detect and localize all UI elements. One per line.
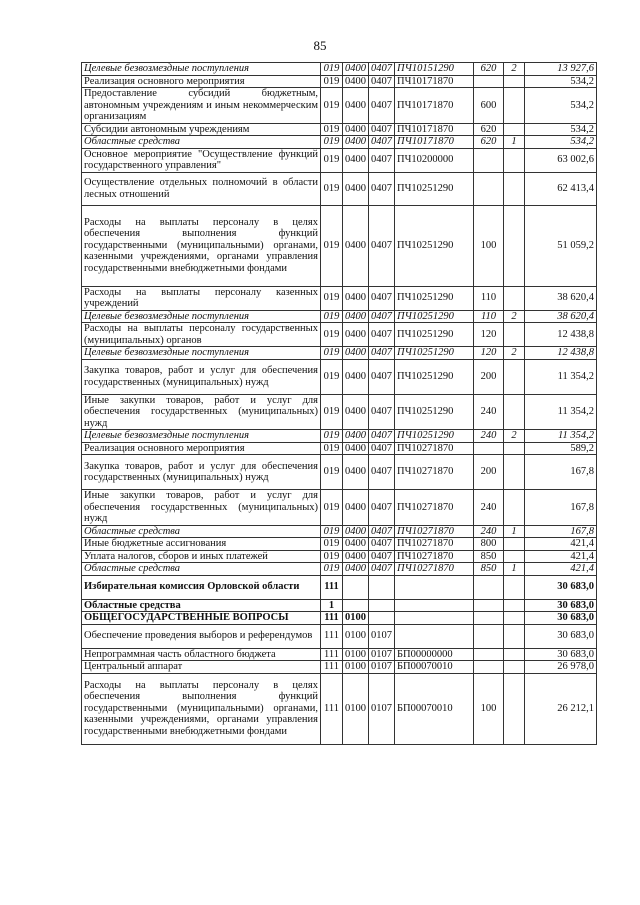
row-funding-source: 2 xyxy=(504,347,525,360)
row-amount: 30 683,0 xyxy=(525,648,597,661)
row-target-article: ПЧ10171870 xyxy=(395,88,474,124)
row-funding-source xyxy=(504,442,525,455)
row-subsection: 0407 xyxy=(369,442,395,455)
table-row xyxy=(82,136,597,149)
row-section: 0400 xyxy=(343,525,369,538)
row-expense-type xyxy=(474,442,504,455)
row-expense-type: 850 xyxy=(474,563,504,576)
row-expense-type: 620 xyxy=(474,136,504,149)
row-funding-source xyxy=(504,455,525,490)
row-amount: 12 438,8 xyxy=(525,323,597,347)
row-amount: 26 212,1 xyxy=(525,673,597,744)
row-target-article: ПЧ10171870 xyxy=(395,123,474,136)
row-expense-type: 800 xyxy=(474,538,504,551)
row-subsection: 0107 xyxy=(369,673,395,744)
row-section: 0100 xyxy=(343,624,369,648)
row-name: Расходы на выплаты персоналу в целях обеспечения выполнения функций государственными (муниципальными) органами, казенными учреждениями, органами управления государственными внебюджетными фондами xyxy=(82,205,321,286)
row-name: Центральный аппарат xyxy=(82,661,321,674)
row-target-article: ПЧ10251290 xyxy=(395,323,474,347)
row-subsection: 0407 xyxy=(369,148,395,172)
row-expense-type: 200 xyxy=(474,359,504,394)
row-target-article: ПЧ10271870 xyxy=(395,550,474,563)
row-amount: 63 002,6 xyxy=(525,148,597,172)
row-code: 019 xyxy=(321,525,343,538)
table-row xyxy=(82,347,597,360)
row-code: 019 xyxy=(321,75,343,88)
table-row xyxy=(82,205,597,286)
row-target-article: ПЧ10171870 xyxy=(395,75,474,88)
row-target-article: ПЧ10271870 xyxy=(395,525,474,538)
row-target-article xyxy=(395,624,474,648)
row-funding-source xyxy=(504,599,525,612)
row-section: 0400 xyxy=(343,286,369,310)
row-code: 019 xyxy=(321,563,343,576)
row-target-article: ПЧ10251290 xyxy=(395,286,474,310)
row-code: 019 xyxy=(321,550,343,563)
row-expense-type: 240 xyxy=(474,490,504,526)
row-expense-type xyxy=(474,599,504,612)
table-row xyxy=(82,394,597,430)
table-row xyxy=(82,323,597,347)
row-amount: 62 413,4 xyxy=(525,172,597,205)
row-name: Расходы на выплаты персоналу казенных учреждений xyxy=(82,286,321,310)
row-funding-source xyxy=(504,490,525,526)
row-name: Целевые безвозмездные поступления xyxy=(82,63,321,76)
row-subsection: 0407 xyxy=(369,63,395,76)
row-code: 019 xyxy=(321,123,343,136)
row-target-article: ПЧ10251290 xyxy=(395,172,474,205)
table-row xyxy=(82,612,597,625)
row-section: 0100 xyxy=(343,648,369,661)
row-name: Областные средства xyxy=(82,136,321,149)
row-code: 019 xyxy=(321,286,343,310)
row-target-article: ПЧ10251290 xyxy=(395,430,474,443)
table-row xyxy=(82,525,597,538)
row-code: 019 xyxy=(321,347,343,360)
row-target-article: ПЧ10251290 xyxy=(395,394,474,430)
row-section: 0400 xyxy=(343,563,369,576)
table-row xyxy=(82,648,597,661)
row-funding-source: 1 xyxy=(504,563,525,576)
row-subsection: 0407 xyxy=(369,310,395,323)
row-subsection: 0407 xyxy=(369,323,395,347)
row-code: 111 xyxy=(321,673,343,744)
row-subsection: 0407 xyxy=(369,347,395,360)
row-code: 111 xyxy=(321,624,343,648)
row-expense-type: 110 xyxy=(474,310,504,323)
table-row xyxy=(82,563,597,576)
row-subsection xyxy=(369,599,395,612)
row-amount: 12 438,8 xyxy=(525,347,597,360)
row-section: 0400 xyxy=(343,430,369,443)
row-expense-type: 100 xyxy=(474,205,504,286)
row-amount: 11 354,2 xyxy=(525,430,597,443)
row-name: Непрограммная часть областного бюджета xyxy=(82,648,321,661)
row-target-article xyxy=(395,612,474,625)
row-expense-type xyxy=(474,612,504,625)
row-section xyxy=(343,575,369,599)
row-funding-source xyxy=(504,323,525,347)
row-amount: 534,2 xyxy=(525,75,597,88)
row-funding-source xyxy=(504,575,525,599)
row-code: 019 xyxy=(321,490,343,526)
row-funding-source: 2 xyxy=(504,310,525,323)
row-code: 019 xyxy=(321,538,343,551)
table-row xyxy=(82,310,597,323)
row-code: 019 xyxy=(321,88,343,124)
row-expense-type xyxy=(474,75,504,88)
row-name: Расходы на выплаты персоналу государственных (муниципальных) органов xyxy=(82,323,321,347)
row-target-article: ПЧ10251290 xyxy=(395,310,474,323)
row-subsection: 0407 xyxy=(369,455,395,490)
budget-table xyxy=(81,62,597,745)
row-expense-type: 620 xyxy=(474,123,504,136)
row-section: 0100 xyxy=(343,612,369,625)
row-section: 0100 xyxy=(343,661,369,674)
row-funding-source: 1 xyxy=(504,136,525,149)
row-code: 019 xyxy=(321,359,343,394)
row-expense-type: 240 xyxy=(474,525,504,538)
row-name: Целевые безвозмездные поступления xyxy=(82,310,321,323)
row-target-article xyxy=(395,575,474,599)
row-code: 111 xyxy=(321,575,343,599)
row-expense-type: 240 xyxy=(474,394,504,430)
row-target-article: ПЧ10251290 xyxy=(395,347,474,360)
row-section: 0400 xyxy=(343,63,369,76)
row-name: Обеспечение проведения выборов и референдумов xyxy=(82,624,321,648)
row-expense-type xyxy=(474,624,504,648)
row-expense-type xyxy=(474,661,504,674)
row-amount: 534,2 xyxy=(525,88,597,124)
row-target-article: БП00070010 xyxy=(395,661,474,674)
row-subsection: 0107 xyxy=(369,624,395,648)
row-name: Расходы на выплаты персоналу в целях обеспечения выполнения функций государственными (муниципальными) органами, казенными учреждениями, органами управления государственными внебюджетными фондами xyxy=(82,673,321,744)
row-subsection: 0407 xyxy=(369,136,395,149)
row-amount: 38 620,4 xyxy=(525,310,597,323)
row-section: 0400 xyxy=(343,347,369,360)
row-expense-type: 110 xyxy=(474,286,504,310)
row-target-article: ПЧ10271870 xyxy=(395,442,474,455)
row-amount: 421,4 xyxy=(525,563,597,576)
row-funding-source xyxy=(504,205,525,286)
row-code: 111 xyxy=(321,612,343,625)
row-funding-source xyxy=(504,394,525,430)
row-funding-source xyxy=(504,286,525,310)
row-funding-source xyxy=(504,88,525,124)
row-name: Реализация основного мероприятия xyxy=(82,442,321,455)
row-funding-source: 2 xyxy=(504,63,525,76)
row-name: Иные закупки товаров, работ и услуг для обеспечения государственных (муниципальных) нужд xyxy=(82,490,321,526)
table-row xyxy=(82,75,597,88)
row-amount: 421,4 xyxy=(525,538,597,551)
row-expense-type: 850 xyxy=(474,550,504,563)
table-row xyxy=(82,442,597,455)
row-section: 0400 xyxy=(343,538,369,551)
row-amount: 30 683,0 xyxy=(525,612,597,625)
row-amount: 30 683,0 xyxy=(525,575,597,599)
table-row xyxy=(82,430,597,443)
row-funding-source xyxy=(504,75,525,88)
table-row xyxy=(82,123,597,136)
row-amount: 26 978,0 xyxy=(525,661,597,674)
row-amount: 534,2 xyxy=(525,136,597,149)
table-row xyxy=(82,575,597,599)
row-funding-source xyxy=(504,648,525,661)
row-section: 0400 xyxy=(343,148,369,172)
table-row xyxy=(82,661,597,674)
row-section: 0400 xyxy=(343,442,369,455)
table-row xyxy=(82,359,597,394)
row-expense-type: 200 xyxy=(474,455,504,490)
row-section: 0100 xyxy=(343,673,369,744)
row-target-article xyxy=(395,599,474,612)
row-name: Целевые безвозмездные поступления xyxy=(82,430,321,443)
row-subsection: 0407 xyxy=(369,550,395,563)
row-subsection xyxy=(369,575,395,599)
row-section: 0400 xyxy=(343,205,369,286)
table-row xyxy=(82,88,597,124)
row-name: Закупка товаров, работ и услуг для обеспечения государственных (муниципальных) нужд xyxy=(82,455,321,490)
row-amount: 589,2 xyxy=(525,442,597,455)
row-target-article: ПЧ10271870 xyxy=(395,490,474,526)
row-funding-source: 1 xyxy=(504,525,525,538)
row-subsection: 0407 xyxy=(369,75,395,88)
row-funding-source xyxy=(504,612,525,625)
row-code: 019 xyxy=(321,323,343,347)
row-subsection: 0407 xyxy=(369,172,395,205)
row-expense-type: 120 xyxy=(474,347,504,360)
row-code: 019 xyxy=(321,205,343,286)
row-name: ОБЩЕГОСУДАРСТВЕННЫЕ ВОПРОСЫ xyxy=(82,612,321,625)
row-target-article: БП00000000 xyxy=(395,648,474,661)
row-name: Областные средства xyxy=(82,599,321,612)
table-row xyxy=(82,550,597,563)
row-section: 0400 xyxy=(343,172,369,205)
row-subsection: 0407 xyxy=(369,538,395,551)
row-target-article: ПЧ10271870 xyxy=(395,538,474,551)
row-section: 0400 xyxy=(343,323,369,347)
row-funding-source xyxy=(504,673,525,744)
row-subsection: 0407 xyxy=(369,286,395,310)
row-target-article: ПЧ10251290 xyxy=(395,359,474,394)
row-target-article: ПЧ10271870 xyxy=(395,563,474,576)
row-name: Иные бюджетные ассигнования xyxy=(82,538,321,551)
row-code: 019 xyxy=(321,442,343,455)
row-section: 0400 xyxy=(343,394,369,430)
table-row xyxy=(82,148,597,172)
row-amount: 30 683,0 xyxy=(525,599,597,612)
table-row xyxy=(82,172,597,205)
row-subsection: 0407 xyxy=(369,359,395,394)
row-amount: 167,8 xyxy=(525,525,597,538)
row-expense-type: 120 xyxy=(474,323,504,347)
table-row xyxy=(82,538,597,551)
row-amount: 167,8 xyxy=(525,490,597,526)
row-name: Субсидии автономным учреждениям xyxy=(82,123,321,136)
row-subsection: 0107 xyxy=(369,648,395,661)
row-funding-source xyxy=(504,172,525,205)
row-amount: 51 059,2 xyxy=(525,205,597,286)
row-funding-source xyxy=(504,538,525,551)
row-target-article: ПЧ10200000 xyxy=(395,148,474,172)
row-amount: 534,2 xyxy=(525,123,597,136)
page-number: 85 xyxy=(313,38,327,53)
row-amount: 11 354,2 xyxy=(525,394,597,430)
table-row xyxy=(82,599,597,612)
row-expense-type: 100 xyxy=(474,673,504,744)
row-expense-type: 240 xyxy=(474,430,504,443)
row-amount: 11 354,2 xyxy=(525,359,597,394)
table-row xyxy=(82,490,597,526)
row-name: Иные закупки товаров, работ и услуг для обеспечения государственных (муниципальных) нужд xyxy=(82,394,321,430)
row-amount: 30 683,0 xyxy=(525,624,597,648)
row-expense-type: 620 xyxy=(474,63,504,76)
row-name: Избирательная комиссия Орловской области xyxy=(82,575,321,599)
row-name: Закупка товаров, работ и услуг для обеспечения государственных (муниципальных) нужд xyxy=(82,359,321,394)
row-subsection: 0107 xyxy=(369,661,395,674)
row-funding-source xyxy=(504,624,525,648)
row-section: 0400 xyxy=(343,455,369,490)
row-name: Основное мероприятие "Осуществление функций государственного управления" xyxy=(82,148,321,172)
row-subsection: 0407 xyxy=(369,123,395,136)
table-row xyxy=(82,624,597,648)
row-section: 0400 xyxy=(343,490,369,526)
row-name: Областные средства xyxy=(82,563,321,576)
row-target-article: ПЧ10171870 xyxy=(395,136,474,149)
row-code: 019 xyxy=(321,455,343,490)
row-expense-type xyxy=(474,148,504,172)
row-subsection: 0407 xyxy=(369,490,395,526)
row-name: Уплата налогов, сборов и иных платежей xyxy=(82,550,321,563)
row-code: 019 xyxy=(321,430,343,443)
row-subsection xyxy=(369,612,395,625)
row-section: 0400 xyxy=(343,136,369,149)
row-subsection: 0407 xyxy=(369,430,395,443)
row-section: 0400 xyxy=(343,310,369,323)
row-subsection: 0407 xyxy=(369,205,395,286)
row-name: Реализация основного мероприятия xyxy=(82,75,321,88)
row-amount: 167,8 xyxy=(525,455,597,490)
row-funding-source xyxy=(504,123,525,136)
row-code: 111 xyxy=(321,661,343,674)
row-section: 0400 xyxy=(343,359,369,394)
row-subsection: 0407 xyxy=(369,563,395,576)
row-code: 019 xyxy=(321,310,343,323)
table-row xyxy=(82,63,597,76)
row-name: Областные средства xyxy=(82,525,321,538)
row-section: 0400 xyxy=(343,550,369,563)
row-funding-source: 2 xyxy=(504,430,525,443)
row-target-article: ПЧ10271870 xyxy=(395,455,474,490)
row-code: 111 xyxy=(321,648,343,661)
row-name: Целевые безвозмездные поступления xyxy=(82,347,321,360)
row-target-article: ПЧ10151290 xyxy=(395,63,474,76)
row-amount: 13 927,6 xyxy=(525,63,597,76)
row-expense-type xyxy=(474,172,504,205)
row-name: Предоставление субсидий бюджетным, автономным учреждениям и иным некоммерческим организациям xyxy=(82,88,321,124)
row-subsection: 0407 xyxy=(369,525,395,538)
row-section: 0400 xyxy=(343,75,369,88)
row-expense-type xyxy=(474,575,504,599)
row-amount: 421,4 xyxy=(525,550,597,563)
table-row xyxy=(82,673,597,744)
row-funding-source xyxy=(504,550,525,563)
row-section: 0400 xyxy=(343,123,369,136)
row-code: 019 xyxy=(321,136,343,149)
row-amount: 38 620,4 xyxy=(525,286,597,310)
row-name: Осуществление отдельных полномочий в области лесных отношений xyxy=(82,172,321,205)
row-funding-source xyxy=(504,661,525,674)
row-expense-type: 600 xyxy=(474,88,504,124)
row-code: 1 xyxy=(321,599,343,612)
row-code: 019 xyxy=(321,172,343,205)
row-funding-source xyxy=(504,359,525,394)
row-target-article: БП00070010 xyxy=(395,673,474,744)
table-row xyxy=(82,286,597,310)
row-expense-type xyxy=(474,648,504,661)
row-code: 019 xyxy=(321,63,343,76)
row-code: 019 xyxy=(321,394,343,430)
row-section xyxy=(343,599,369,612)
row-target-article: ПЧ10251290 xyxy=(395,205,474,286)
row-code: 019 xyxy=(321,148,343,172)
row-subsection: 0407 xyxy=(369,394,395,430)
row-subsection: 0407 xyxy=(369,88,395,124)
table-row xyxy=(82,455,597,490)
row-funding-source xyxy=(504,148,525,172)
row-section: 0400 xyxy=(343,88,369,124)
